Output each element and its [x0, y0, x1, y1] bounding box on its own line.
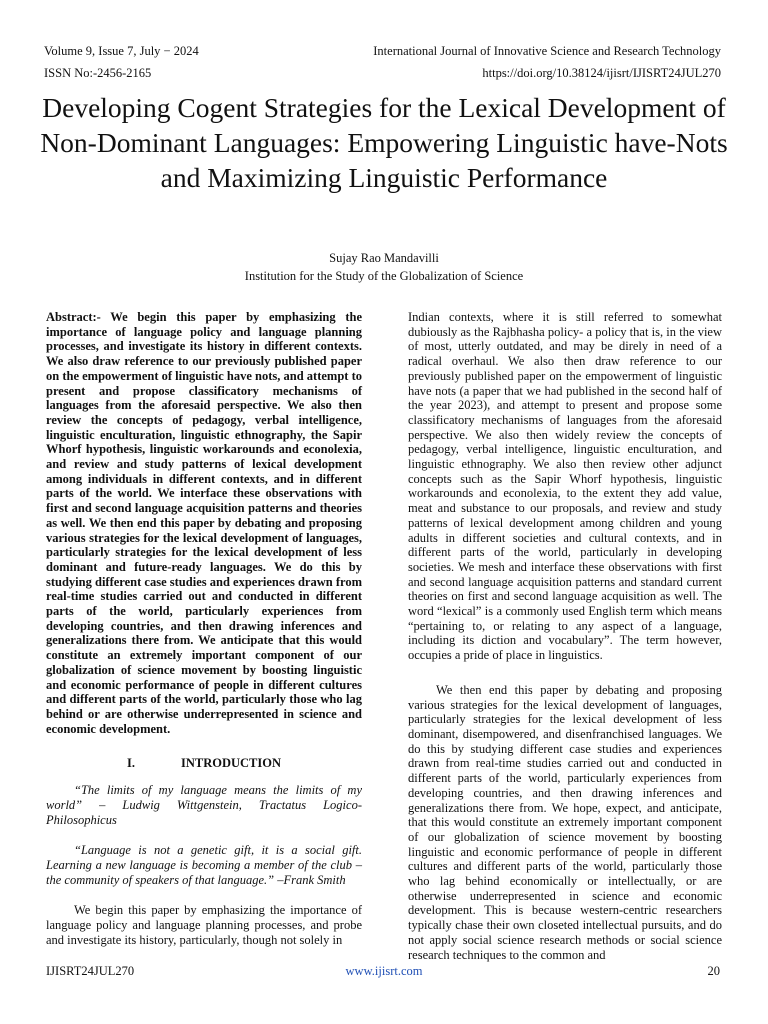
footer-website-link[interactable]: www.ijisrt.com — [345, 964, 423, 978]
author-affiliation: Institution for the Study of the Globalization of Science — [244, 269, 524, 283]
journal-name: International Journal of Innovative Science and Research Technology — [373, 44, 721, 58]
journal-volume: Volume 9, Issue 7, July − 2024 — [44, 44, 199, 58]
left-column — [46, 310, 362, 947]
abstract: Abstract:- We begin this paper by emphasizing the importance of language policy and language planning processes, and investigate its history in different contexts. We also draw reference to our previously published paper on the empowerment of linguistic have nots, and attempt to present and propose classificatory mechanisms of languages from the aforesaid perspective. We also then review the concepts of pedagogy, verbal intelligence, linguistic enculturation, linguistic ethnography, the Sapir Whorf hypothesis, linguistic workarounds and econolexia, and review and study patterns of lexical development among individuals in different contexts, and in different parts of the world. We interface these observations with first and second language acquisition patterns and theories as well. We then end this paper by debating and proposing various strategies for the lexical development of languages, particularly strategies for the lexical development of less dominant and future-ready languages. We do this by studying different case studies and experiences drawn from real-time studies carried out and conducted in different parts of the world, particularly experiences from developing countries, and then drawing inferences and generalizations there from. We anticipate that this would constitute an extremely important component of our globalization of science movement by boosting linguistic and economic performance of people in different cultures and different parts of the world, particularly those who lag behind or are otherwise underrepresented in science and economic development. — [46, 310, 362, 736]
epigraph-quote: “The limits of my language means the limits of my world” – Ludwig Wittgenstein, Tractatus Logico-Philosophicus — [46, 783, 362, 827]
body-paragraph: Indian contexts, where it is still referred to somewhat dubiously as the Rajbhasha policy- a policy that is, in the view of most, utterly outdated, and may be direly in need of a radical overhaul. We also then draw reference to our previously published paper on the empowerment of linguistic have nots (a paper that we had published in the second half of the year 2023), and attempt to present and propose some classificatory mechanisms of languages from the aforesaid perspective. We also then widely review the concepts of pedagogy, verbal intelligence, linguistic enculturation, and linguistic ethnography. We also then review other adjunct concepts such as the Sapir Whorf hypothesis, linguistic workarounds and econolexia, to the extent they add value, meat and substance to our proposals, and review and study patterns of lexical development among children and young adults in different societies and cultural contexts, and in different parts of the world, particularly in developing societies. We mesh and interface these observations with first and second language acquisition patterns and standard current theories on first and second language acquisition as well. The word “lexical” is a commonly used English term which means “pertaining to, or relating to any aspect of a language, including its diction and vocabulary”. The term however, occupies a pride of place in linguistics. — [408, 310, 722, 663]
body-paragraph: We begin this paper by emphasizing the importance of language policy and language planning processes, and probe and investigate its history, particularly, though not solely in — [46, 903, 362, 947]
section-heading — [46, 756, 362, 771]
page-number: 20 — [707, 964, 720, 978]
right-column — [408, 310, 722, 962]
section-title: INTRODUCTION — [180, 756, 281, 771]
body-paragraph: We then end this paper by debating and proposing various strategies for the lexical development of languages, particularly strategies for the lexical development of less dominant, disempowered, and disenfranchised languages. We do this by studying different case studies and experiences drawn from real-time studies carried out and conducted in different parts of the world, particularly experiences from developing countries, and then drawing inferences and generalizations there from. We hope, expect, and anticipate, that this would constitute an extremely important component of our globalization of science movement by boosting linguistic and economic performance of people in different cultures and different parts of the world, particularly those who lag behind economically or intellectually, or are otherwise underrepresented in science and economic development. This is because western-centric researchers typically chase their own closeted intellectual pursuits, and do not apply social science research methods or social science research techniques to the common and — [408, 682, 722, 962]
author-name: Sujay Rao Mandavilli — [329, 251, 439, 265]
doi-link[interactable]: https://doi.org/10.38124/ijisrt/IJISRT24JUL270 — [482, 66, 721, 80]
footer-paper-id: IJISRT24JUL270 — [46, 964, 135, 978]
journal-issn: ISSN No:-2456-2165 — [44, 66, 152, 80]
paper-title: Developing Cogent Strategies for the Lexical Development of Non-Dominant Languages: Empowering Linguistic have-Nots and Maximizing Linguistic Performance — [40, 92, 728, 193]
section-number: I. — [126, 756, 135, 771]
epigraph-quote: “Language is not a genetic gift, it is a social gift. Learning a new language is becoming a member of the club – the community of speakers of that language.” –Frank Smith — [46, 843, 362, 887]
